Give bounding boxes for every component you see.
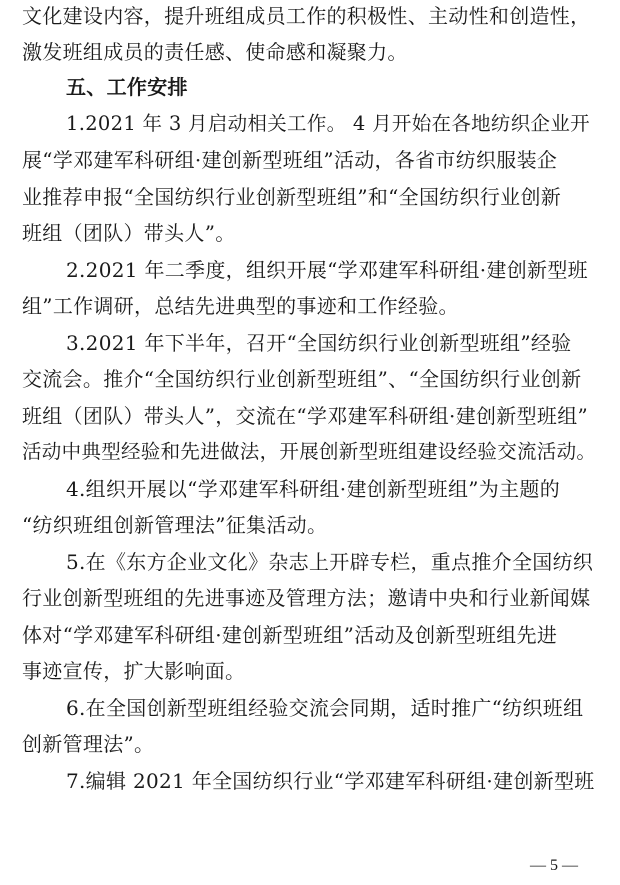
text-line: 2.2021 年二季度，组织开展“学邓建军科研组·建创新型班	[66, 258, 588, 282]
text-line: 4.组织开展以“学邓建军科研组·建创新型班组”为主题的	[66, 477, 560, 501]
text-line: 业推荐申报“全国纺织行业创新型班组”和“全国纺织行业创新	[22, 185, 562, 209]
text-line: 活动中典型经验和先进做法，开展创新型班组建设经验交流活动。	[22, 440, 597, 463]
text-line: 班组（团队）带头人”。	[22, 221, 236, 245]
section-heading: 五、工作安排	[66, 75, 188, 99]
page-number: — 5 —	[530, 857, 578, 874]
text-line: 班组（团队）带头人”，交流在“学邓建军科研组·建创新型班组”	[22, 404, 589, 428]
text-line: 5.在《东方企业文化》杂志上开辟专栏，重点推介全国纺织	[66, 550, 594, 574]
text-line: 7.编辑 2021 年全国纺织行业“学邓建军科研组·建创新型班	[66, 769, 595, 793]
text-line: 激发班组成员的责任感、使命感和凝聚力。	[22, 40, 408, 64]
text-line: “纺织班组创新管理法”征集活动。	[22, 513, 328, 537]
text-line: 组”工作调研，总结先进典型的事迹和工作经验。	[22, 294, 459, 318]
text-line: 行业创新型班组的先进事迹及管理方法；邀请中央和行业新闻媒	[22, 586, 591, 610]
text-line: 展“学邓建军科研组·建创新型班组”活动，各省市纺织服装企	[22, 148, 558, 172]
text-line: 文化建设内容，提升班组成员工作的积极性、主动性和创造性，	[22, 4, 591, 28]
text-line: 创新管理法”。	[22, 732, 155, 756]
text-line: 6.在全国创新型班组经验交流会同期，适时推广“纺织班组	[66, 696, 584, 720]
text-line: 事迹宣传，扩大影响面。	[22, 659, 246, 683]
text-line: 1.2021 年 3 月启动相关工作。 4 月开始在各地纺织企业开	[66, 112, 590, 135]
text-line: 3.2021 年下半年，召开“全国纺织行业创新型班组”经验	[66, 331, 572, 355]
text-line: 交流会。推介“全国纺织行业创新型班组”、“全国纺织行业创新	[22, 367, 582, 391]
text-line: 体对“学邓建军科研组·建创新型班组”活动及创新型班组先进	[22, 623, 558, 647]
